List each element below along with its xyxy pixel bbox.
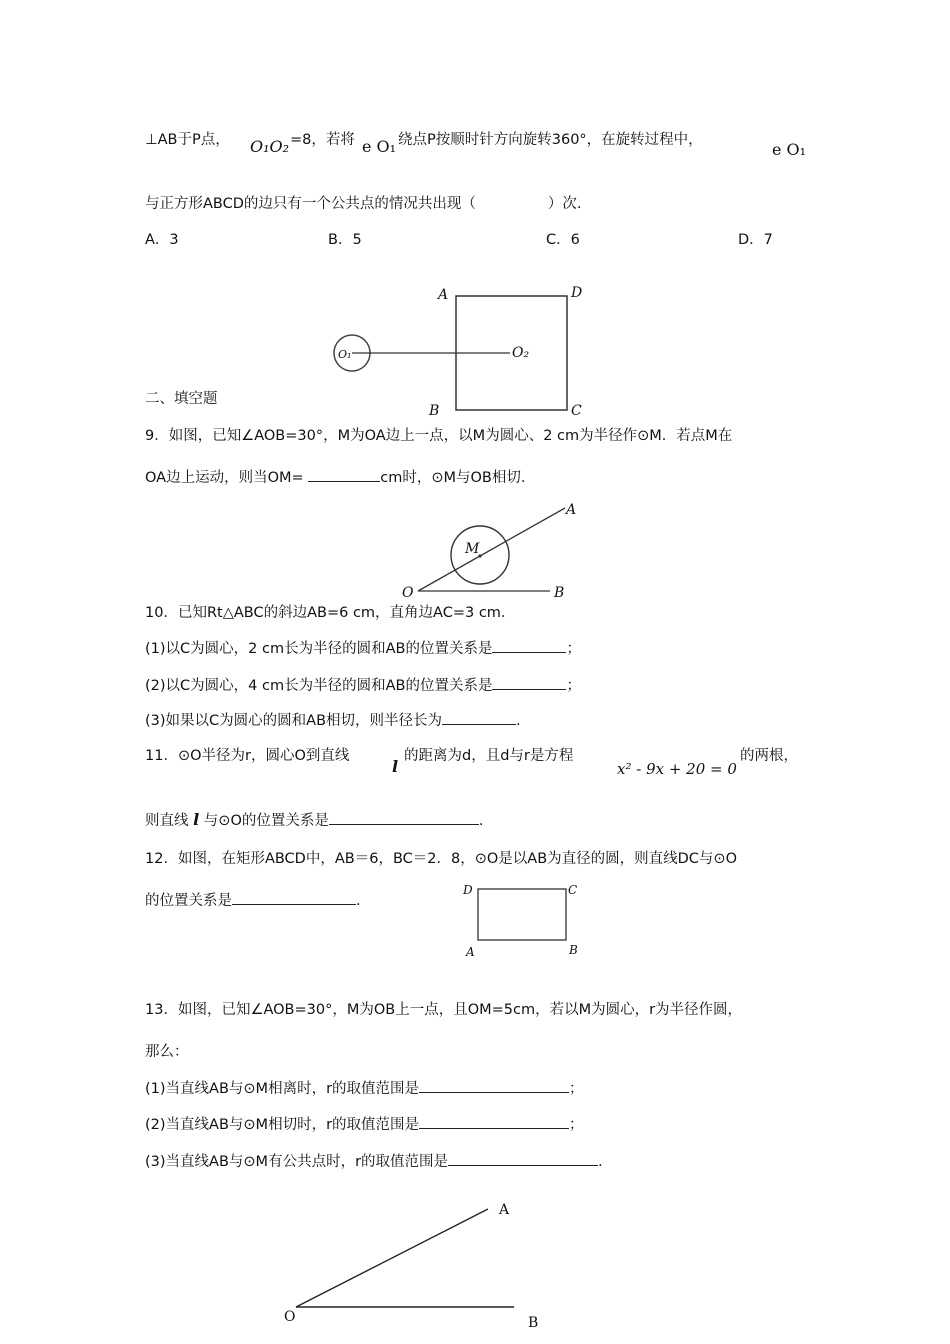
label-c: C bbox=[571, 403, 582, 419]
q13-item2-end: ； bbox=[569, 1117, 584, 1133]
option-b: B．5 bbox=[328, 232, 362, 248]
q8-text-b: =8，若将 bbox=[290, 132, 355, 148]
q11-text-c: 的两根， bbox=[740, 748, 798, 764]
q9-label-m: M bbox=[465, 541, 480, 557]
q13-line2: 那么： bbox=[145, 1044, 189, 1060]
q12-label-c: C bbox=[568, 883, 578, 897]
section-title: 二、填空题 bbox=[145, 391, 218, 407]
option-c: C．6 bbox=[546, 232, 580, 248]
q11-line2-text-b: 与⊙O的位置关系是 bbox=[203, 813, 329, 829]
q10-item3-end: . bbox=[516, 713, 521, 729]
q10-item2-end: ； bbox=[566, 678, 581, 694]
option-a: A．3 bbox=[145, 232, 179, 248]
label-o2: O₂ bbox=[512, 345, 530, 361]
q12-label-b: B bbox=[569, 943, 578, 957]
q12-label-d: D bbox=[463, 883, 473, 897]
q9-label-a: A bbox=[566, 502, 577, 518]
q12-line2-end: . bbox=[356, 893, 361, 909]
q10-item3-text: (3)如果以C为圆心的圆和AB相切，则半径长为 bbox=[145, 713, 443, 729]
q13-item1-text: (1)当直线AB与⊙M相离时，r的取值范围是 bbox=[145, 1081, 420, 1097]
o1o2-symbol: O₁O₂ bbox=[250, 137, 290, 156]
ray-oa-13 bbox=[296, 1209, 488, 1307]
q13-item1-end: ； bbox=[569, 1081, 584, 1097]
q8-line2-end: ）次. bbox=[547, 196, 582, 212]
q12-line1: 12．如图，在矩形ABCD中，AB＝6，BC＝2．8，⊙O是以AB为直径的圆，则直线DC与⊙O bbox=[145, 851, 737, 867]
q13-item3-text: (3)当直线AB与⊙M有公共点时，r的取值范围是 bbox=[145, 1154, 449, 1170]
q10-line1: 10．已知Rt△ABC的斜边AB=6 cm，直角边AC=3 cm． bbox=[145, 605, 516, 621]
q11-equation: x² - 9x + 20 = 0 bbox=[617, 760, 737, 778]
q11-line-l-2: l bbox=[193, 810, 200, 829]
label-a: A bbox=[438, 287, 449, 303]
q11-line2-text: 则直线 bbox=[145, 813, 189, 829]
q11-line2-end: . bbox=[478, 813, 484, 829]
q9-label-b: B bbox=[554, 585, 565, 601]
q13-item3-end: . bbox=[598, 1154, 603, 1170]
q8-text-c: 绕点P按顺时针方向旋转360°，在旋转过程中， bbox=[398, 132, 703, 148]
label-b: B bbox=[429, 403, 440, 419]
q13-label-a: A bbox=[499, 1202, 510, 1218]
q10-item1-text: (1)以C为圆心，2 cm长为半径的圆和AB的位置关系是 bbox=[145, 641, 493, 657]
q8-line2-text: 与正方形ABCD的边只有一个公共点的情况共出现（ bbox=[145, 196, 476, 212]
q13-label-b: B bbox=[528, 1315, 539, 1331]
q13-label-o: O bbox=[284, 1309, 296, 1325]
option-d: D．7 bbox=[738, 232, 773, 248]
q8-text-a: ⊥AB于P点， bbox=[145, 132, 230, 148]
q11-text-a: 11．⊙O半径为r，圆心O到直线 bbox=[145, 748, 350, 764]
q9-label-o: O bbox=[402, 585, 414, 601]
q13-line1: 13．如图，已知∠AOB=30°，M为OB上一点，且OM=5cm，若以M为圆心，r为半径作圆， bbox=[145, 1002, 743, 1018]
q11-line-l: l bbox=[392, 757, 399, 776]
q12-label-a: A bbox=[466, 945, 475, 959]
q10-item1-end: ； bbox=[566, 641, 581, 657]
q13-item2-text: (2)当直线AB与⊙M相切时，r的取值范围是 bbox=[145, 1117, 420, 1133]
q9-line1: 9．如图，已知∠AOB=30°，M为OA边上一点，以M为圆心、2 cm为半径作⊙M．若点M在 bbox=[145, 428, 733, 444]
q11-text-b: 的距离为d，且d与r是方程 bbox=[404, 748, 574, 764]
q9-line2-text: OA边上运动，则当OM= bbox=[145, 470, 304, 486]
label-o1: O₁ bbox=[338, 348, 352, 361]
q9-line2-end: cm时，⊙M与OB相切． bbox=[380, 470, 536, 486]
circle-o1-symbol: e O₁ bbox=[362, 137, 397, 156]
q12-line2-text: 的位置关系是 bbox=[145, 893, 232, 909]
circle-o1-symbol-b: e O₁ bbox=[772, 140, 807, 159]
label-d: D bbox=[571, 285, 583, 301]
q10-item2-text: (2)以C为圆心，4 cm长为半径的圆和AB的位置关系是 bbox=[145, 678, 493, 694]
